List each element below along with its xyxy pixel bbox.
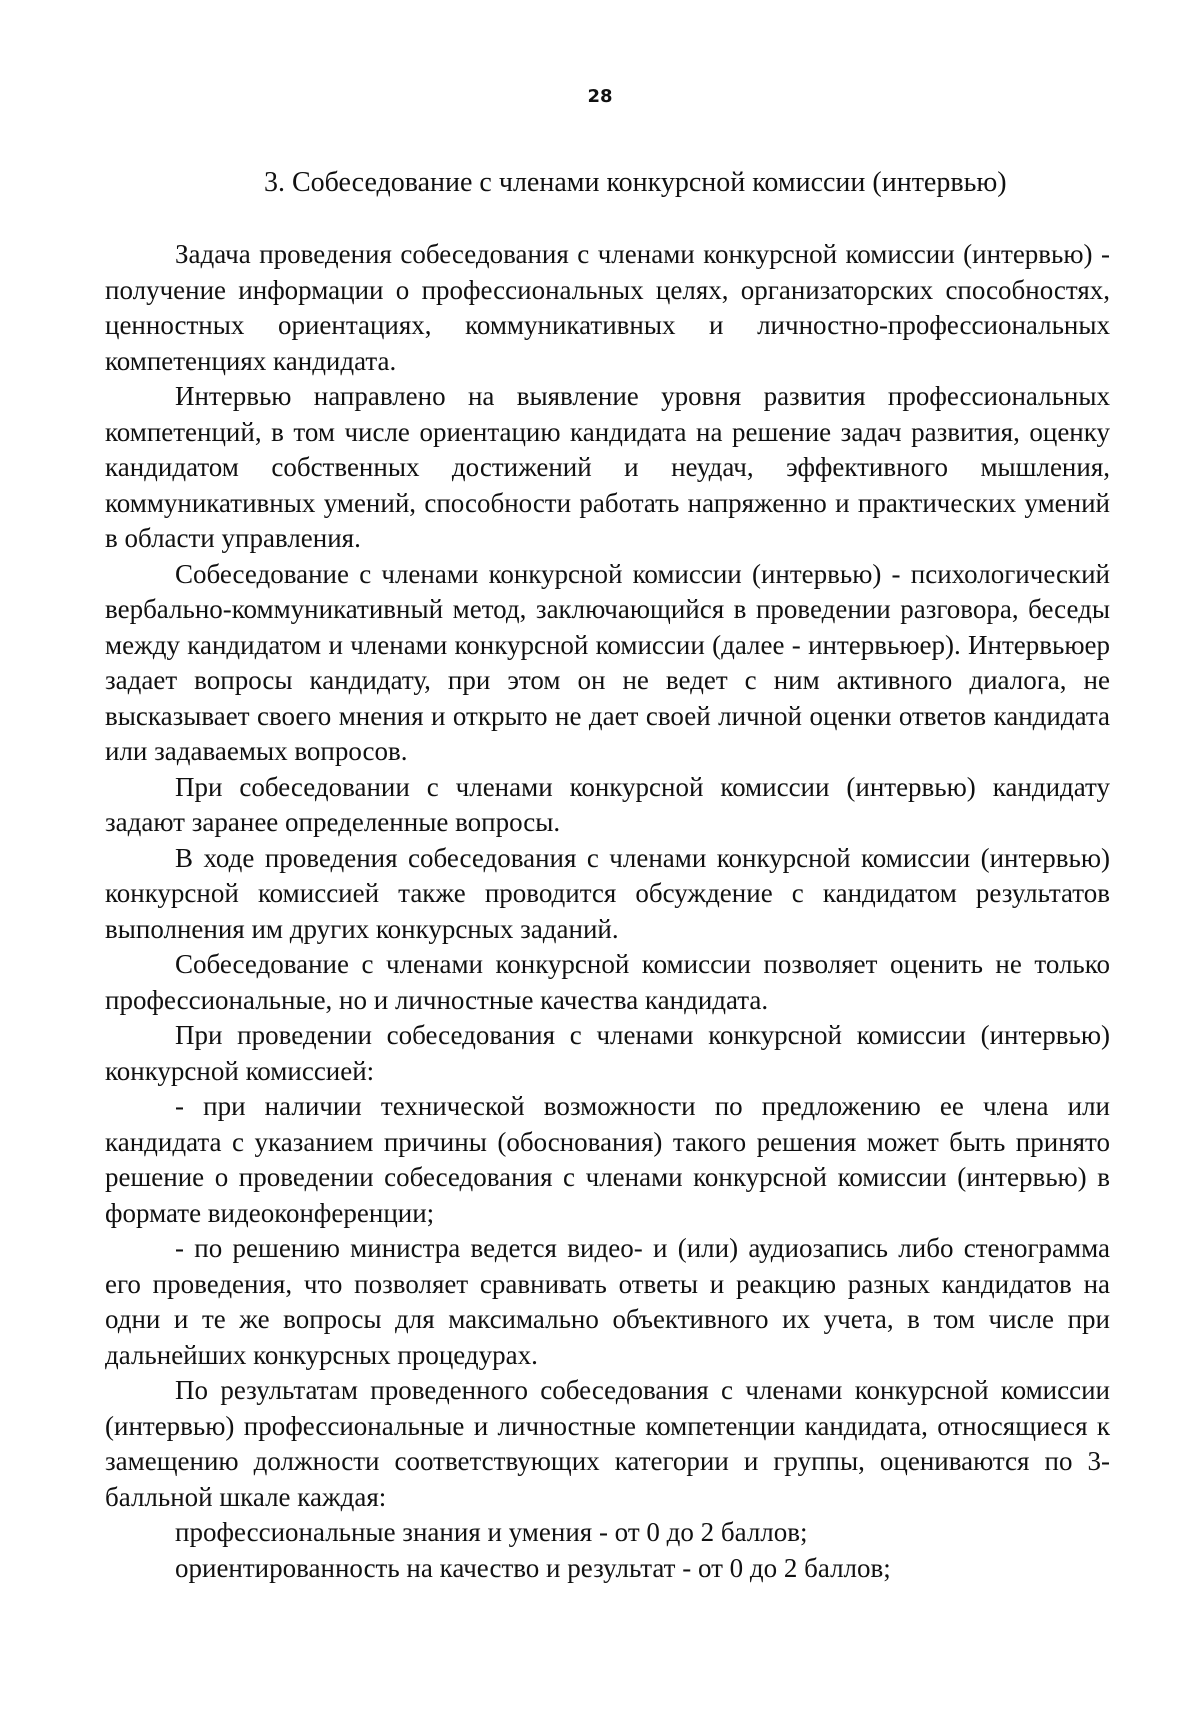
- paragraph: Собеседование с членами конкурсной комиссии (интервью) - психологический вербально-коммуникативный метод, заключающийся в проведении разговора, беседы между кандидатом и членами конкурсной комиссии (далее - интервьюер). Интервьюер задает вопросы кандидату, при этом он не ведет с ним активного диалога, не высказывает своего мнения и открыто не дает своей личной оценки ответов кандидата или задаваемых вопросов.: [105, 558, 1110, 766]
- paragraph: - при наличии технической возможности по предложению ее члена или кандидата с указанием причины (обоснования) такого решения может быть принято решение о проведении собеседования с членами конкурсной комиссии (интервью) в формате видеоконференции;: [105, 1091, 1110, 1228]
- list-item: профессиональные знания и умения - от 0 до 2 баллов;: [175, 1517, 808, 1547]
- section-heading: 3. Собеседование с членами конкурсной комиссии (интервью): [264, 167, 1007, 198]
- paragraph: - по решению министра ведется видео- и (или) аудиозапись либо стенограмма его проведения, что позволяет сравнивать ответы и реакцию разных кандидатов на одни и те же вопросы для максимально объективного их учета, в том числе при дальнейших конкурсных процедурах.: [105, 1233, 1110, 1370]
- paragraph: Интервью направлено на выявление уровня развития профессиональных компетенций, в том числе ориентацию кандидата на решение задач развития, оценку кандидатом собственных достижений и неудач, эффективного мышления, коммуникативных умений, способности работать напряженно и практических умений в области управления.: [105, 381, 1110, 553]
- paragraph: В ходе проведения собеседования с членами конкурсной комиссии (интервью) конкурсной комиссией также проводится обсуждение с кандидатом результатов выполнения им других конкурсных заданий.: [105, 842, 1110, 944]
- paragraph: Собеседование с членами конкурсной комиссии позволяет оценить не только профессиональные, но и личностные качества кандидата.: [105, 949, 1110, 1015]
- paragraph: При проведении собеседования с членами конкурсной комиссии (интервью) конкурсной комиссией:: [105, 1020, 1110, 1086]
- body-text: [105, 237, 1110, 1586]
- paragraph: Задача проведения собеседования с членами конкурсной комиссии (интервью) - получение информации о профессиональных целях, организаторских способностях, ценностных ориентациях, коммуникативных и личностно-профессиональных компетенциях кандидата.: [105, 239, 1110, 376]
- paragraph: При собеседовании с членами конкурсной комиссии (интервью) кандидату задают заранее определенные вопросы.: [105, 771, 1110, 837]
- page-number: 28: [587, 86, 613, 107]
- paragraph: По результатам проведенного собеседования с членами конкурсной комиссии (интервью) профессиональные и личностные компетенции кандидата, относящиеся к замещению должности соответствующих категории и группы, оцениваются по 3-балльной шкале каждая:: [105, 1375, 1110, 1512]
- list-item: ориентированность на качество и результат - от 0 до 2 баллов;: [175, 1552, 891, 1583]
